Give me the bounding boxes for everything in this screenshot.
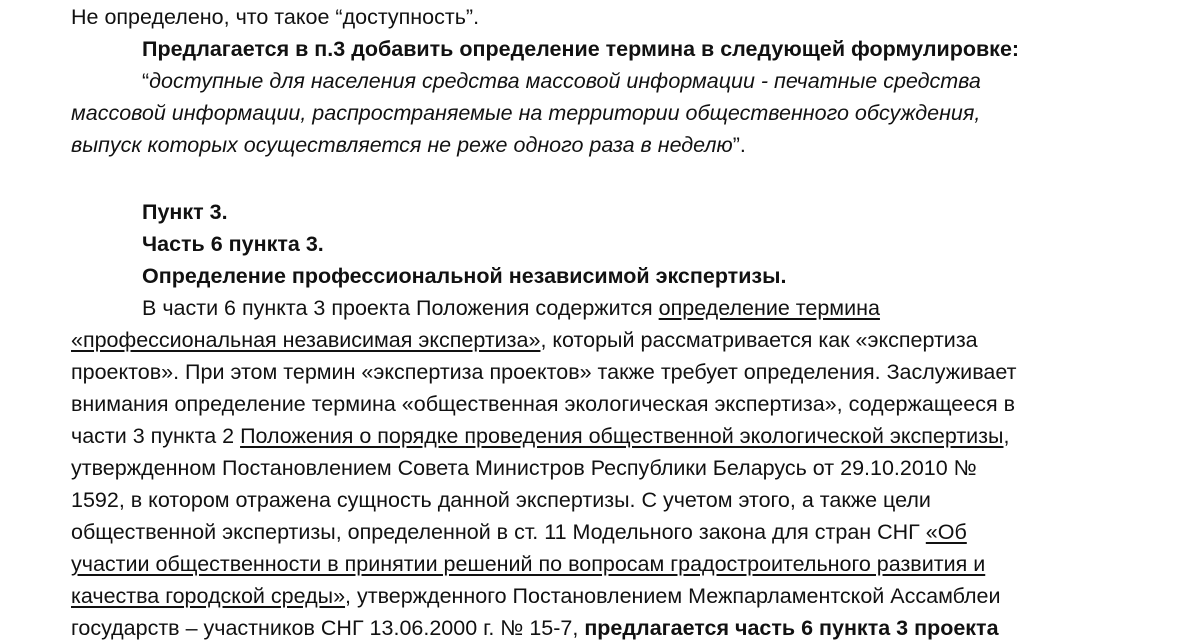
text: проектов». При этом термин «экспертиза проектов» также требует определения. Заслуживает: [71, 360, 1017, 384]
paragraph-line: [142, 292, 880, 324]
text: , утвержденного Постановлением Межпарламентской Ассамблеи: [345, 584, 1001, 608]
quote-text: массовой информации, распространяемые на территории общественного обсуждения,: [71, 101, 981, 125]
text: части 3 пункта 2: [71, 424, 241, 448]
link[interactable]: Положения о порядке проведения общественной экологической экспертизы: [240, 424, 1004, 448]
link[interactable]: участии общественности в принятии решений по вопросам градостроительного развития и: [71, 552, 986, 576]
paragraph-line: [71, 580, 1000, 612]
text: общественной экспертизы, определенной в ст. 11 Модельного закона для стран СНГ: [71, 520, 926, 544]
text: , который рассматривается как «экспертиза: [540, 328, 978, 352]
text-line: [71, 1, 479, 33]
quote-text: доступные для населения средства массовой информации - печатные средства: [149, 69, 981, 93]
quote-line: [71, 97, 980, 129]
close-quote: ”.: [732, 133, 746, 157]
paragraph-line: [71, 420, 1009, 452]
link[interactable]: «профессиональная независимая экспертиза»: [71, 328, 541, 352]
quote-line: [142, 65, 981, 97]
text: 1592, в котором отражена сущность данной экспертизы. С учетом этого, а также цели: [71, 488, 931, 512]
paragraph-line: [71, 548, 985, 580]
link[interactable]: определение термина: [658, 296, 880, 320]
text: государств – участников СНГ 13.06.2000 г. № 15-7,: [71, 616, 585, 640]
text: В части 6 пункта 3 проекта Положения содержится: [142, 296, 659, 320]
section-heading: [142, 228, 324, 260]
text: Пункт 3.: [142, 200, 228, 224]
text-bold: предлагается часть 6 пункта 3 проекта: [584, 616, 999, 640]
link[interactable]: качества городской среды»: [71, 584, 346, 608]
paragraph-line: [71, 452, 977, 484]
paragraph-line: [71, 516, 967, 548]
text: внимания определение термина «общественная экологическая экспертиза», содержащееся в: [71, 392, 1016, 416]
text: Не определено, что такое “доступность”.: [71, 5, 480, 29]
paragraph-line: [71, 612, 999, 644]
paragraph-line: [71, 356, 1016, 388]
paragraph-line: [71, 484, 931, 516]
proposal-heading: [142, 33, 1019, 65]
link[interactable]: «Об: [925, 520, 967, 544]
text: Определение профессиональной независимой экспертизы.: [142, 264, 787, 288]
section-heading: [142, 196, 228, 228]
text: ,: [1003, 424, 1010, 448]
paragraph-line: [71, 388, 1015, 420]
open-quote: “: [142, 69, 150, 93]
text: утвержденном Постановлением Совета Министров Республики Беларусь от 29.10.2010 №: [71, 456, 977, 480]
quote-text: выпуск которых осуществляется не реже одного раза в неделю: [71, 133, 733, 157]
text: Часть 6 пункта 3.: [142, 232, 324, 256]
section-heading: [142, 260, 786, 292]
text: Предлагается в п.3 добавить определение термина в следующей формулировке:: [142, 37, 1020, 61]
paragraph-line: [71, 324, 978, 356]
quote-line: [71, 129, 746, 161]
